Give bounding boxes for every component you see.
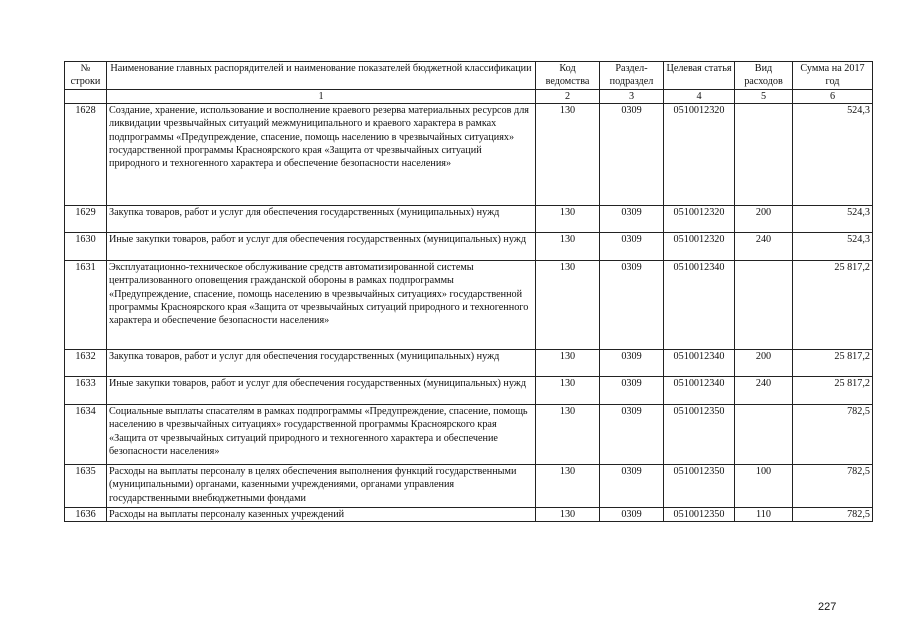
row-target-article: 0510012320 bbox=[664, 206, 735, 233]
row-section: 0309 bbox=[600, 350, 664, 377]
row-department-code: 130 bbox=[536, 405, 600, 465]
row-section: 0309 bbox=[600, 233, 664, 261]
header-sum: Сумма на 2017 год bbox=[793, 62, 873, 90]
row-target-article: 0510012340 bbox=[664, 350, 735, 377]
row-number: 1628 bbox=[65, 104, 107, 206]
column-number: 2 bbox=[536, 90, 600, 104]
header-name: Наименование главных распорядителей и наименование показателей бюджетной классификации bbox=[107, 62, 536, 90]
row-expense-kind: 200 bbox=[735, 206, 793, 233]
row-name: Закупка товаров, работ и услуг для обеспечения государственных (муниципальных) нужд bbox=[107, 350, 536, 377]
row-target-article: 0510012350 bbox=[664, 465, 735, 508]
column-number-row bbox=[65, 90, 873, 104]
table-row bbox=[65, 508, 873, 522]
row-target-article: 0510012350 bbox=[664, 508, 735, 522]
header-code: Код ведомства bbox=[536, 62, 600, 90]
row-sum: 25 817,2 bbox=[793, 350, 873, 377]
row-number: 1635 bbox=[65, 465, 107, 508]
table-row bbox=[65, 233, 873, 261]
row-sum: 782,5 bbox=[793, 465, 873, 508]
row-expense-kind bbox=[735, 104, 793, 206]
row-expense-kind: 240 bbox=[735, 377, 793, 405]
table-row bbox=[65, 377, 873, 405]
row-sum: 524,3 bbox=[793, 206, 873, 233]
row-section: 0309 bbox=[600, 104, 664, 206]
row-department-code: 130 bbox=[536, 350, 600, 377]
row-sum: 782,5 bbox=[793, 508, 873, 522]
header-row bbox=[65, 62, 873, 90]
row-sum: 782,5 bbox=[793, 405, 873, 465]
row-department-code: 130 bbox=[536, 377, 600, 405]
row-name: Расходы на выплаты персоналу казенных учреждений bbox=[107, 508, 536, 522]
row-target-article: 0510012320 bbox=[664, 233, 735, 261]
row-number: 1636 bbox=[65, 508, 107, 522]
row-section: 0309 bbox=[600, 508, 664, 522]
row-sum: 524,3 bbox=[793, 104, 873, 206]
header-num: № строки bbox=[65, 62, 107, 90]
header-kind: Вид расходов bbox=[735, 62, 793, 90]
row-number: 1631 bbox=[65, 261, 107, 350]
column-number: 5 bbox=[735, 90, 793, 104]
column-number: 4 bbox=[664, 90, 735, 104]
row-name: Иные закупки товаров, работ и услуг для обеспечения государственных (муниципальных) нужд bbox=[107, 377, 536, 405]
row-department-code: 130 bbox=[536, 104, 600, 206]
row-section: 0309 bbox=[600, 261, 664, 350]
table-row bbox=[65, 465, 873, 508]
row-target-article: 0510012320 bbox=[664, 104, 735, 206]
row-expense-kind bbox=[735, 261, 793, 350]
row-number: 1629 bbox=[65, 206, 107, 233]
row-department-code: 130 bbox=[536, 465, 600, 508]
column-number-blank bbox=[65, 90, 107, 104]
table-row bbox=[65, 405, 873, 465]
row-expense-kind: 110 bbox=[735, 508, 793, 522]
row-number: 1630 bbox=[65, 233, 107, 261]
row-name: Закупка товаров, работ и услуг для обеспечения государственных (муниципальных) нужд bbox=[107, 206, 536, 233]
page-number: 227 bbox=[818, 601, 837, 613]
table-row bbox=[65, 350, 873, 377]
row-expense-kind bbox=[735, 405, 793, 465]
header-target: Целевая статья bbox=[664, 62, 735, 90]
table-row bbox=[65, 206, 873, 233]
row-target-article: 0510012340 bbox=[664, 377, 735, 405]
row-department-code: 130 bbox=[536, 261, 600, 350]
row-expense-kind: 200 bbox=[735, 350, 793, 377]
row-name: Расходы на выплаты персоналу в целях обеспечения выполнения функций государственными (муниципальными) органами, казенными учреждениями, органами управления государственными внебюджетными фондами bbox=[107, 465, 536, 508]
row-department-code: 130 bbox=[536, 206, 600, 233]
table-row bbox=[65, 104, 873, 206]
row-name: Эксплуатационно-техническое обслуживание средств автоматизированной системы централизованного оповещения гражданской обороны в рамках подпрограммы «Предупреждение, спасение, помощь населению в чрезвычайных ситуациях» государственной программы Красноярского края «Защита от чрезвычайных ситуаций природного и техногенного характера и обеспечение безопасности населения» bbox=[107, 261, 536, 350]
row-section: 0309 bbox=[600, 405, 664, 465]
row-number: 1633 bbox=[65, 377, 107, 405]
row-expense-kind: 240 bbox=[735, 233, 793, 261]
column-number: 1 bbox=[107, 90, 536, 104]
row-section: 0309 bbox=[600, 206, 664, 233]
row-sum: 25 817,2 bbox=[793, 261, 873, 350]
row-number: 1632 bbox=[65, 350, 107, 377]
column-number: 6 bbox=[793, 90, 873, 104]
row-name: Иные закупки товаров, работ и услуг для обеспечения государственных (муниципальных) нужд bbox=[107, 233, 536, 261]
row-name: Социальные выплаты спасателям в рамках подпрограммы «Предупреждение, спасение, помощь населению в чрезвычайных ситуациях» государственной программы Красноярского края «Защита от чрезвычайных ситуаций природного и техногенного характера и обеспечение безопасности населения» bbox=[107, 405, 536, 465]
row-number: 1634 bbox=[65, 405, 107, 465]
row-section: 0309 bbox=[600, 465, 664, 508]
row-sum: 25 817,2 bbox=[793, 377, 873, 405]
row-department-code: 130 bbox=[536, 508, 600, 522]
row-target-article: 0510012350 bbox=[664, 405, 735, 465]
row-sum: 524,3 bbox=[793, 233, 873, 261]
row-name: Создание, хранение, использование и восполнение краевого резерва материальных ресурсов для ликвидации чрезвычайных ситуаций межмуниципального и краевого характера в рамках подпрограммы «Предупреждение, спасение, помощь населению в чрезвычайных ситуациях» государственной программы Красноярского края «Защита от чрезвычайных ситуаций природного и техногенного характера и обеспечение безопасности населения» bbox=[107, 104, 536, 206]
row-department-code: 130 bbox=[536, 233, 600, 261]
row-section: 0309 bbox=[600, 377, 664, 405]
row-target-article: 0510012340 bbox=[664, 261, 735, 350]
row-expense-kind: 100 bbox=[735, 465, 793, 508]
budget-table bbox=[64, 61, 873, 522]
header-section: Раздел-подраздел bbox=[600, 62, 664, 90]
table-row bbox=[65, 261, 873, 350]
column-number: 3 bbox=[600, 90, 664, 104]
